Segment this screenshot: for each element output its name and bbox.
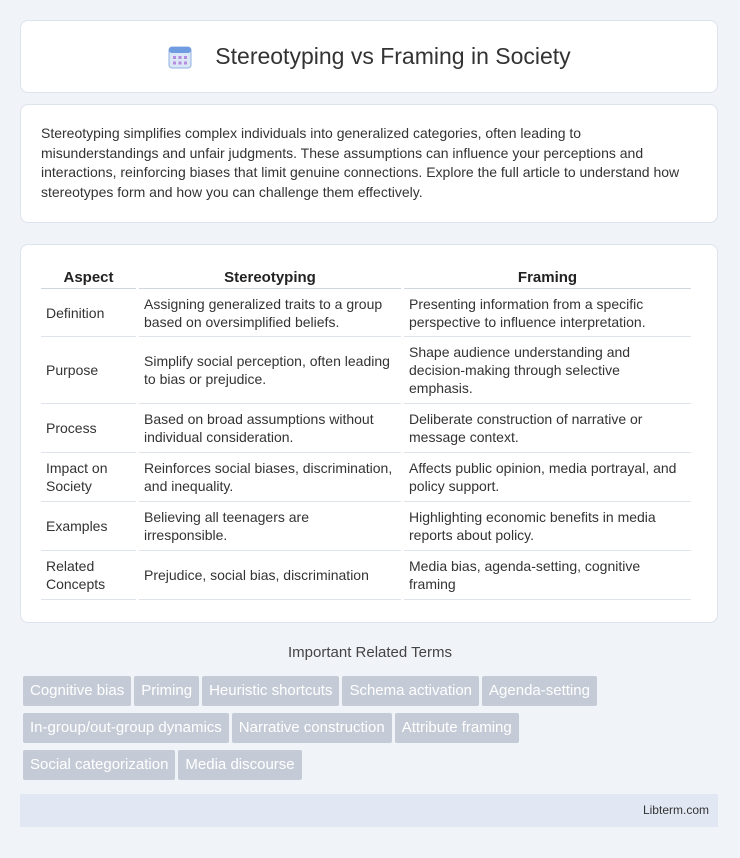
table-row bbox=[41, 453, 691, 502]
framing-cell: Media bias, agenda-setting, cognitive framing bbox=[404, 551, 691, 600]
table-header-row bbox=[41, 265, 691, 289]
page-title: Stereotyping vs Framing in Society bbox=[215, 43, 571, 69]
related-terms-title: Important Related Terms bbox=[288, 644, 452, 661]
footer-site-link[interactable]: Libterm.com bbox=[642, 803, 709, 817]
aspect-cell: Process bbox=[41, 404, 136, 453]
footer bbox=[20, 794, 718, 827]
stereotyping-cell: Believing all teenagers are irresponsible. bbox=[139, 502, 401, 551]
tag-narrative-construction[interactable]: Narrative construction bbox=[232, 713, 392, 743]
framing-cell: Affects public opinion, media portrayal, and policy support. bbox=[404, 453, 691, 502]
table-row bbox=[41, 337, 691, 404]
stereotyping-cell: Simplify social perception, often leading to bias or prejudice. bbox=[139, 337, 401, 404]
aspect-cell: Related Concepts bbox=[41, 551, 136, 600]
title-card bbox=[20, 20, 718, 93]
tag-heuristic-shortcuts[interactable]: Heuristic shortcuts bbox=[202, 676, 339, 706]
aspect-cell: Definition bbox=[41, 289, 136, 337]
calendar-icon bbox=[167, 44, 193, 70]
header-stereotyping: Stereotyping bbox=[139, 265, 401, 289]
stereotyping-cell: Prejudice, social bias, discrimination bbox=[139, 551, 401, 600]
aspect-cell: Impact on Society bbox=[41, 453, 136, 502]
framing-cell: Highlighting economic benefits in media reports about policy. bbox=[404, 502, 691, 551]
comparison-table bbox=[38, 265, 694, 600]
framing-cell: Deliberate construction of narrative or message context. bbox=[404, 404, 691, 453]
intro-card bbox=[20, 104, 718, 223]
header-aspect: Aspect bbox=[41, 265, 136, 289]
tag-media-discourse[interactable]: Media discourse bbox=[178, 750, 301, 780]
aspect-cell: Purpose bbox=[41, 337, 136, 404]
aspect-cell: Examples bbox=[41, 502, 136, 551]
tag-agenda-setting[interactable]: Agenda-setting bbox=[482, 676, 597, 706]
tag-priming[interactable]: Priming bbox=[134, 676, 199, 706]
table-row bbox=[41, 551, 691, 600]
stereotyping-cell: Based on broad assumptions without individual consideration. bbox=[139, 404, 401, 453]
stereotyping-cell: Reinforces social biases, discrimination, and inequality. bbox=[139, 453, 401, 502]
related-terms-list bbox=[23, 676, 723, 787]
table-row bbox=[41, 404, 691, 453]
table-row bbox=[41, 502, 691, 551]
table-row bbox=[41, 289, 691, 337]
header-framing: Framing bbox=[404, 265, 691, 289]
framing-cell: Presenting information from a specific perspective to influence interpretation. bbox=[404, 289, 691, 337]
tag-schema-activation[interactable]: Schema activation bbox=[342, 676, 479, 706]
tag-cognitive-bias[interactable]: Cognitive bias bbox=[23, 676, 131, 706]
framing-cell: Shape audience understanding and decision-making through selective emphasis. bbox=[404, 337, 691, 404]
intro-text: Stereotyping simplifies complex individuals into generalized categories, often leading to misunderstandings and unfair judgments. These assumptions can influence your perceptions and interactions, reinforcing biases that limit genuine connections. Explore the full article to understand how stereotypes form and how you can challenge them effectively. bbox=[41, 125, 680, 200]
comparison-card bbox=[20, 244, 718, 623]
tag-attribute-framing[interactable]: Attribute framing bbox=[395, 713, 519, 743]
stereotyping-cell: Assigning generalized traits to a group based on oversimplified beliefs. bbox=[139, 289, 401, 337]
tag-in-group-out-group[interactable]: In-group/out-group dynamics bbox=[23, 713, 229, 743]
tag-social-categorization[interactable]: Social categorization bbox=[23, 750, 175, 780]
